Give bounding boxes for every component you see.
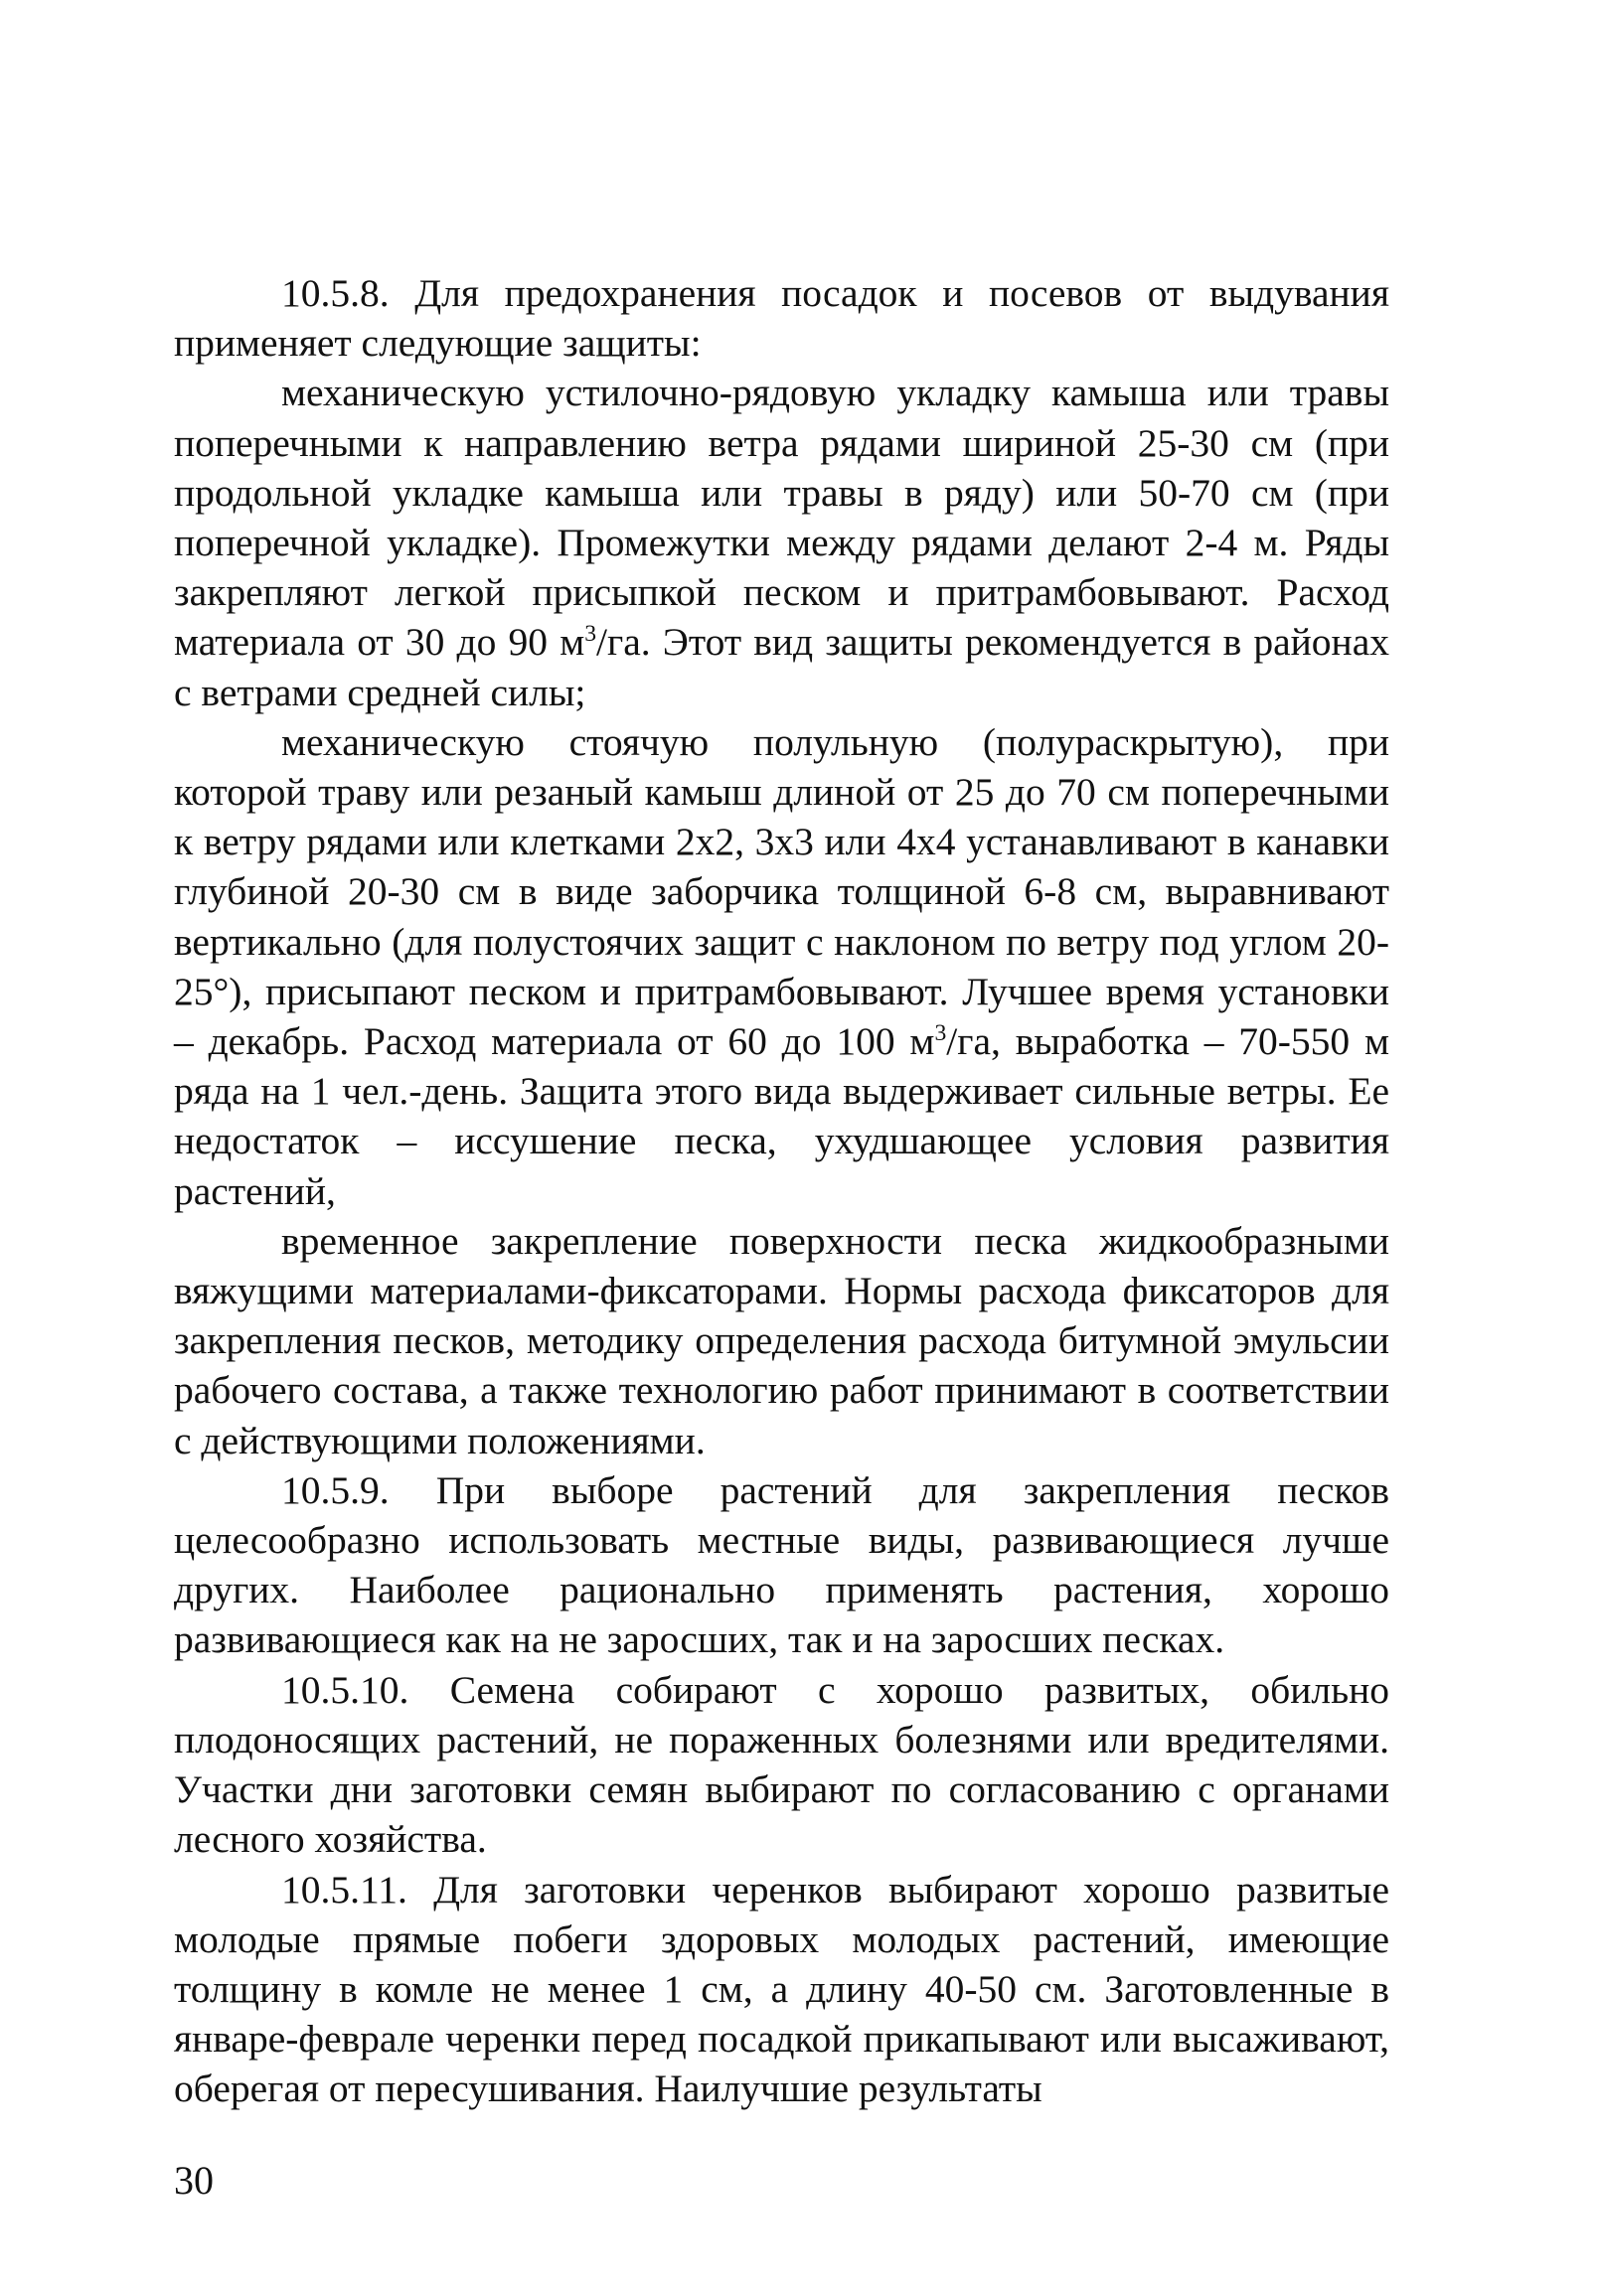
paragraph-reed-laying-tail: /га. Этот вид защиты рекомендуется в районах с ветрами средней силы; xyxy=(174,620,1389,714)
paragraph-temporary-fixing: временное закрепление поверхности песка жидкообразными вяжущими материалами-фиксаторами. Нормы расхода фиксаторов для закрепления песков, методику определения расхода битумной эмульсии рабочего состава, а также технологию работ принимают в соответствии с действующими положениями. xyxy=(174,1218,1389,1462)
paragraph-standing-protection-tail: /га, выработка – 70-550 м ряда на 1 чел.-день. Защита этого вида выдерживает сильные ветры. Ее недостаток – иссушение песка, ухудшающее условия развития растений, xyxy=(174,1019,1389,1213)
paragraph-reed-laying-text: механическую устилочно-рядовую укладку камыша или травы поперечными к направлению ветра рядами шириной 25-30 см (при продольной укладке камыша или травы в ряду) или 50-70 см (при поперечной укладке). Промежутки между рядами делают 2-4 м. Ряды закрепляют легкой присыпкой песком и притрамбовывают. Расход материала от 30 до 90 м xyxy=(174,371,1389,665)
paragraph-10-5-10: 10.5.10. Семена собирают с хорошо развитых, обильно плодоносящих растений, не пораженных болезнями или вредителями. Участки дни заготовки семян выбирают по согласованию с органами лесного хозяйства. xyxy=(174,1667,1389,1862)
paragraph-10-5-8: 10.5.8. Для предохранения посадок и посевов от выдувания применяет следующие защиты: xyxy=(174,271,1389,366)
paragraph-10-5-9: 10.5.9. При выборе растений для закрепления песков целесообразно использовать местные виды, развивающиеся лучше других. Наиболее рационально применять растения, хорошо развивающиеся как на не заросших, так и на заросших песках. xyxy=(174,1467,1389,1662)
paragraph-reed-laying xyxy=(174,368,1389,716)
page-number: 30 xyxy=(174,2158,214,2203)
cubic-superscript: 3 xyxy=(934,1019,947,1046)
paragraph-standing-protection-text: механическую стоячую полульную (полураскрытую), при которой траву или резаный камыш длиной от 25 до 70 см поперечными к ветру рядами или клетками 2х2, 3х3 или 4х4 устанавливают в канавки глубиной 20-30 см в виде заборчика толщиной 6-8 см, выравнивают вертикально (для полустоячих защит с наклоном по ветру под углом 20-25°), присыпают песком и притрамбовывают. Лучшее время установки – декабрь. Расход материала от 60 до 100 м xyxy=(174,719,1389,1064)
paragraph-10-5-11: 10.5.11. Для заготовки черенков выбирают хорошо развитые молодые прямые побеги здоровых молодых растений, имеющие толщину в комле не менее 1 см, а длину 40-50 см. Заготовленные в январе-феврале черенки перед посадкой прикапывают или высаживают, оберегая от пересушивания. Наилучшие результаты xyxy=(174,1867,1389,2111)
cubic-superscript: 3 xyxy=(584,621,597,648)
document-page xyxy=(174,268,1389,2114)
paragraph-standing-protection xyxy=(174,717,1389,1216)
